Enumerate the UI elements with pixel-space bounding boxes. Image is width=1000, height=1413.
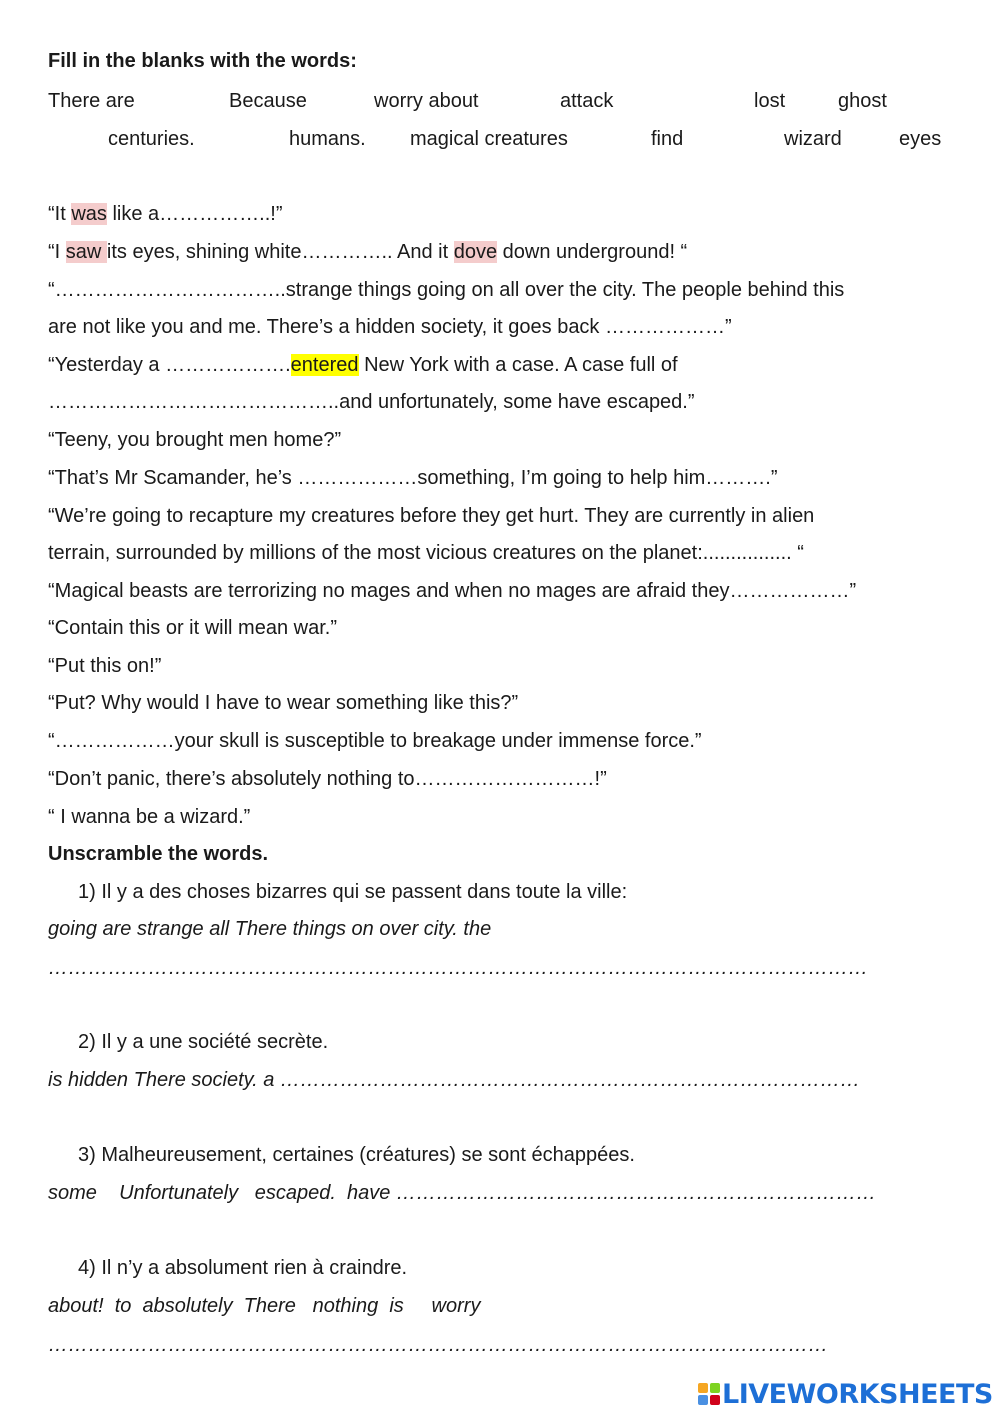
text-line [48,202,283,226]
text-line: “We’re going to recapture my creatures before they get hurt. They are currently in alien [48,505,815,527]
word-bank-item: lost [754,90,786,112]
answer-line: ……………………………………………………………… [395,1182,876,1204]
unscramble-prompt: 1) Il y a des choses bizarres qui se passent dans toute la ville: [78,881,628,903]
word-bank-item: There are [48,90,135,112]
word-bank-item: centuries. [108,128,195,150]
logo-text: LIVEWORKSHEETS [722,1378,993,1410]
word-bank-item: attack [560,90,614,112]
text-line: “That’s Mr Scamander, he’s ………………something, I’m going to help him……….” [48,467,778,489]
word-bank-item: eyes [899,128,942,150]
unscramble-prompt: 2) Il y a une société secrète. [78,1031,329,1053]
word-bank-item: worry about [374,90,479,112]
unscramble-words [48,1068,860,1092]
text-line: “Magical beasts are terrorizing no mages and when no mages are afraid they………………” [48,580,857,602]
liveworksheets-logo [698,1378,993,1410]
word-bank-item: wizard [784,128,842,150]
text-line: “Don’t panic, there’s absolutely nothing to………………………!” [48,768,607,790]
highlighted-word: was [71,203,107,225]
answer-line: …………………………………………………………………………………………………………… [48,957,868,979]
word-bank-item: Because [229,90,307,112]
unscramble-words: going are strange all There things on over city. the [48,918,492,940]
text-line: “Teeny, you brought men home?” [48,429,342,451]
unscramble-prompt: 3) Malheureusement, certaines (créatures) se sont échappées. [78,1144,635,1166]
text-line: “………………your skull is susceptible to breakage under immense force.” [48,730,702,752]
text-segment: “Yesterday a ………………. [48,354,291,376]
text-line: “……………………………..strange things going on all over the city. The people behind this [48,279,845,301]
highlighted-word: entered [290,354,359,376]
text-line: “Contain this or it will mean war.” [48,617,337,639]
word-bank-item: humans. [289,128,366,150]
page-title: Fill in the blanks with the words: [48,50,357,72]
answer-line: ……………………………………………………………………………………………………… [48,1334,828,1356]
text-line: “Put? Why would I have to wear something like this?” [48,692,519,714]
word-bank-item: ghost [838,90,887,112]
unscramble-prompt: 4) Il n’y a absolument rien à craindre. [78,1257,408,1279]
text-segment: its eyes, shining white………….. And it [106,241,454,263]
section-title: Unscramble the words. [48,843,269,865]
text-line: “ I wanna be a wizard.” [48,806,251,828]
text-segment: “It [48,203,72,225]
unscramble-words [48,1181,876,1205]
scrambled-text: some Unfortunately escaped. have [48,1182,396,1204]
word-bank-item: magical creatures [410,128,568,150]
unscramble-words: about! to absolutely There nothing is worry [48,1295,481,1317]
text-line [48,353,678,377]
highlighted-word: saw [65,241,107,263]
answer-line: …………………………………………………………………………… [279,1069,860,1091]
text-segment: like a……………..!” [106,203,283,225]
highlighted-word: dove [453,241,498,263]
text-line: terrain, surrounded by millions of the most vicious creatures on the planet:................ “ [48,542,804,564]
text-segment: “I [48,241,66,263]
text-line: ……………………………………..and unfortunately, some have escaped.” [48,391,695,413]
text-segment: down underground! “ [497,241,688,263]
logo-icon [698,1383,720,1405]
word-bank-item: find [651,128,684,150]
text-line: “Put this on!” [48,655,162,677]
scrambled-text: is hidden There society. a [48,1069,280,1091]
text-line: are not like you and me. There’s a hidden society, it goes back ………………” [48,316,732,338]
text-segment: New York with a case. A case full of [358,354,678,376]
text-line [48,240,687,264]
